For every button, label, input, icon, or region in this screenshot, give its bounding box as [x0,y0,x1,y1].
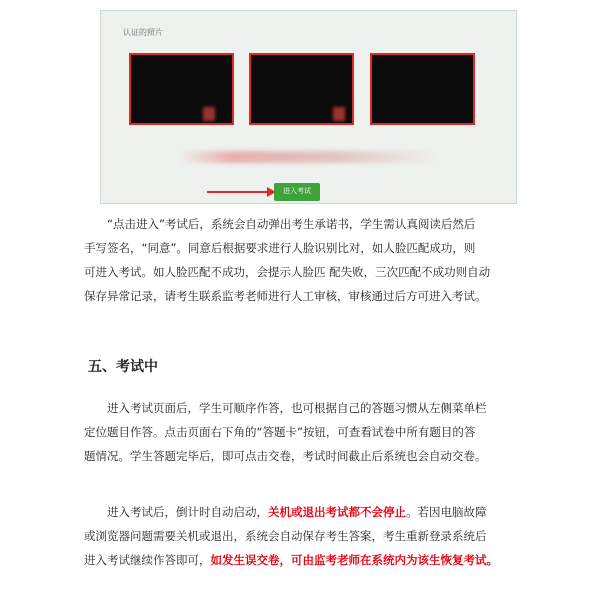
text-line: 可进入考试。如人脸匹配不成功，会提示人脸匹 配失败，三次匹配不成功则自动 [84,265,491,279]
text-line: 定位题目作答。点击页面右下角的“答题卡”按钮，可查看试卷中所有题目的答 [84,425,476,439]
text-line: 或浏览器问题需要关机或退出，系统会自动保存考生答案，考生重新登录系统后 [84,529,487,543]
text-line: 题情况。学生答题完毕后，即可点击交卷，考试时间截止后系统也会自动交卷。 [84,449,487,463]
pointer-arrow [207,191,271,193]
text-segment: 进入考试后，倒计时自动启动， [107,505,268,519]
redaction-mark [203,107,215,121]
text-line: “点击进入”考试后，系统会自动弹出考生承诺书，学生需认真阅读后然后 [107,217,476,231]
exam-entry-screenshot [100,10,517,204]
text-segment: 。若因电脑故障 [406,505,487,519]
warning-text: 如发生误交卷，可由监考老师在系统内为该生恢复考试。 [210,553,498,567]
blurred-agreement-text [179,151,439,163]
text-line [84,500,524,524]
section-heading: 五、考试中 [88,359,158,375]
verified-photo-label: 认证的照片 [123,28,163,37]
redaction-mark [333,107,345,121]
warning-text: 关机或退出考试都不会停止 [268,505,406,519]
text-segment: 进入考试继续作答即可， [84,553,211,567]
text-line [84,548,524,572]
verified-photo-1 [129,53,234,125]
enter-exam-button[interactable]: 进入考试 [274,183,320,201]
paragraph-face-verification [84,212,524,308]
text-line: 进入考试页面后，学生可顺序作答，也可根据自己的答题习惯从左侧菜单栏 [107,401,487,415]
text-line: 手写签名，“同意”。同意后根据要求进行人脸识别比对，如人脸匹配成功，则 [84,241,476,255]
verified-photo-3 [370,53,475,125]
paragraph-countdown [84,500,524,572]
text-line: 保存异常记录，请考生联系监考老师进行人工审核，审核通过后方可进入考试。 [84,289,487,303]
paragraph-during-exam [84,396,524,468]
